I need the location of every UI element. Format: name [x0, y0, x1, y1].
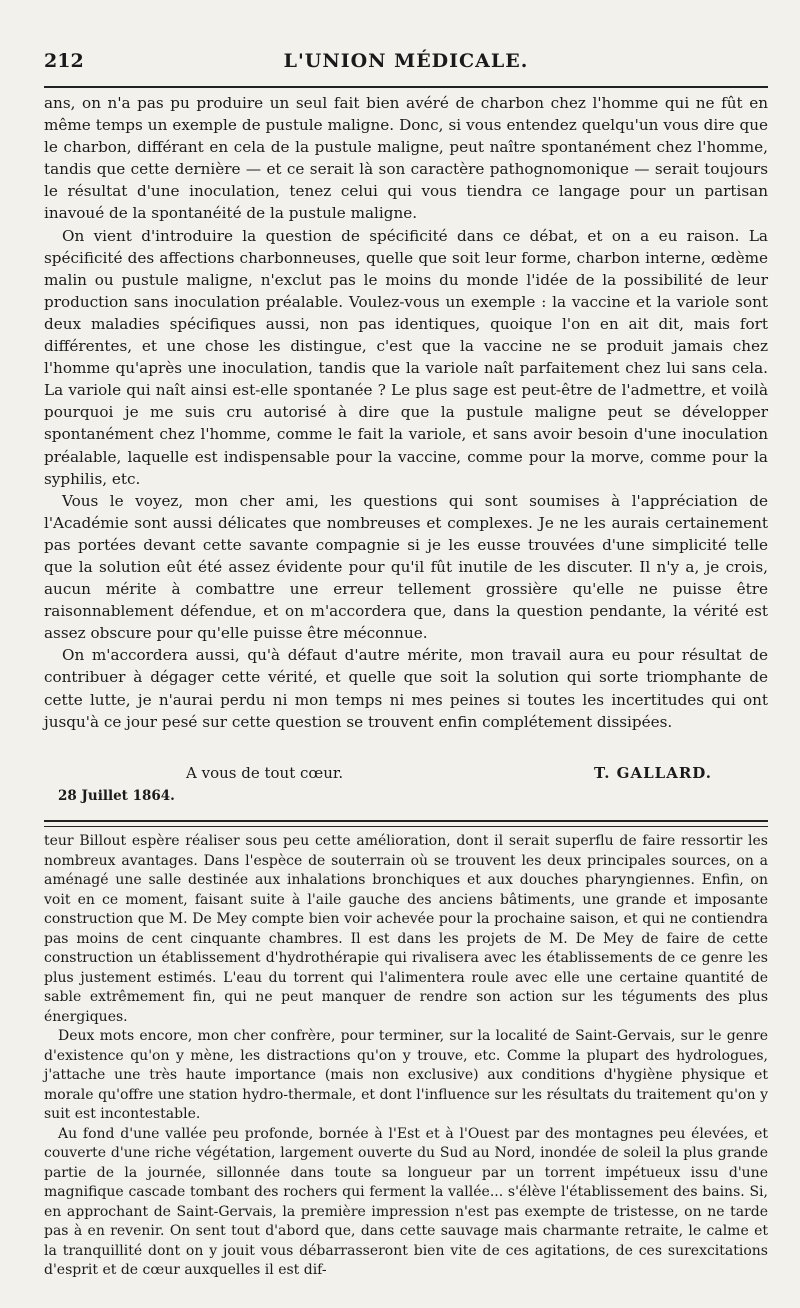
header-rule [44, 86, 768, 88]
section-divider [44, 820, 768, 827]
paragraph: ans, on n'a pas pu produire un seul fait bien avéré de charbon chez l'homme qui ne fût en même temps un exemple de pustule maligne. Donc, si vous entendez quelqu'un vous dire que le charbon, différant en cela de la pustule maligne, peut naître spontanément chez l'homme, tandis que cette dernière — et ce serait là son caractère pathognomonique — serait toujours le résultat d'une inoculation, tenez celui qui vous tiendra ce langage pour un partisan inavoué de la spontanéité de la pustule maligne. [44, 94, 768, 223]
page-number: 212 [44, 50, 84, 72]
feuilleton-body [44, 832, 768, 1281]
paragraph: teur Billout espère réaliser sous peu cette amélioration, dont il serait superflu de faire ressortir les nombreux avantages. Dans l'espèce de souterrain où se trouvent les deux principales sources, on a aménagé une salle destinée aux inhalations bronchiques et aux douches pharyngiennes. Enfin, on voit en ce moment, faisant suite à l'aile gauche des anciens bâtiments, une grande et imposante construction que M. De Mey compte bien voir achevée pour la prochaine saison, et qui ne contiendra pas moins de cent cinquante chambres. Il est dans les projets de M. De Mey de faire de cette construction un établissement d'hydrothérapie qui rivalisera avec les établissements de ce genre les plus justement estimés. L'eau du torrent qui l'alimentera roule avec elle une certaine quantité de sable extrêmement fin, qui ne peut manquer de rendre son action sur les téguments des plus énergiques. [44, 833, 768, 1025]
signature-row [44, 760, 768, 784]
letter-date: 28 Juillet 1864. [58, 788, 175, 804]
paragraph: Vous le voyez, mon cher ami, les questions qui sont soumises à l'appréciation de l'Académie sont aussi délicates que nombreuses et complexes. Je ne les aurais certainement pas portées devant cette savante compagnie si je les eusse trouvées d'une simplicité telle que la solution eût été assez évidente pour qu'il fût inutile de les discuter. Il n'y a, je crois, aucun mérite à combattre une erreur tellement grossière qu'elle ne puisse être raisonnablement défendue, et on m'accordera que, dans la question pendante, la vérité est assez obscure pour qu'elle puisse être méconnue. [44, 491, 768, 643]
paragraph: On m'accordera aussi, qu'à défaut d'autre mérite, mon travail aura eu pour résultat de contribuer à dégager cette vérité, et quelle que soit la solution qui sorte triomphante de cette lutte, je n'aurai perdu ni mon temps ni mes peines si toutes les incertitudes qui ont jusqu'à ce jour pesé sur cette question se trouvent enfin complétement dissipées. [44, 646, 768, 731]
paragraph: Au fond d'une vallée peu profonde, bornée à l'Est et à l'Ouest par des montagnes peu élevées, et couverte d'une riche végétation, largement ouverte du Sud au Nord, inondée de soleil la plus grande partie de la journée, sillonnée dans toute sa longueur par un torrent impétueux issu d'une magnifique cascade tombant des rochers qui ferment la vallée... s'élève l'établissement des bains. Si, en approchant de Saint-Gervais, la première impression n'est pas exempte de tristesse, on ne tarde pas à en revenir. On sent tout d'abord que, dans cette sauvage mais charmante retraite, le calme et la tranquillité dont on y jouit vous débarrasseront bien vite de ces agitations, de ces surexcitations d'esprit et de cœur auxquelles il est dif- [44, 1125, 768, 1278]
letter-body [44, 92, 768, 733]
paragraph: On vient d'introduire la question de spécificité dans ce débat, et on a eu raison. La spécificité des affections charbonneuses, quelle que soit leur forme, charbon interne, œdème malin ou pustule maligne, n'exclut pas le moins du monde l'idée de la possibilité de leur production sans inoculation préalable. Voulez-vous un exemple : la vaccine et la variole sont deux maladies spécifiques aussi, non pas identiques, quoique l'on en ait dit, mais fort différentes, et une chose les distingue, c'est que la vaccine ne se produit jamais chez l'homme qu'après une inoculation, tandis que la variole naît parfaitement chez lui sans cela. La variole qui naît ainsi est-elle spontanée ? Le plus sage est peut-être de l'admettre, et voilà pourquoi je me suis cru autorisé à dire que la pustule maligne peut se développer spontanément chez l'homme, comme le fait la variole, et sans avoir besoin d'une inoculation préalable, laquelle est indispensable pour la vaccine, comme pour la morve, comme pour la syphilis, etc. [44, 226, 768, 488]
paragraph: Deux mots encore, mon cher confrère, pour terminer, sur la localité de Saint-Gervais, sur le genre d'existence qu'on y mène, les distractions qu'on y trouve, etc. Comme la plupart des hydrologues, j'attache une très haute importance (mais non exclusive) aux conditions d'hygiène physique et morale qu'offre une station hydro-thermale, et dont l'influence sur les résultats du traitement qu'on y suit est incontestable. [44, 1028, 768, 1122]
running-title: L'UNION MÉDICALE. [283, 50, 529, 72]
page-header [44, 50, 768, 84]
valediction: A vous de tout cœur. [186, 764, 344, 782]
author-signature: T. GALLARD. [593, 764, 712, 782]
